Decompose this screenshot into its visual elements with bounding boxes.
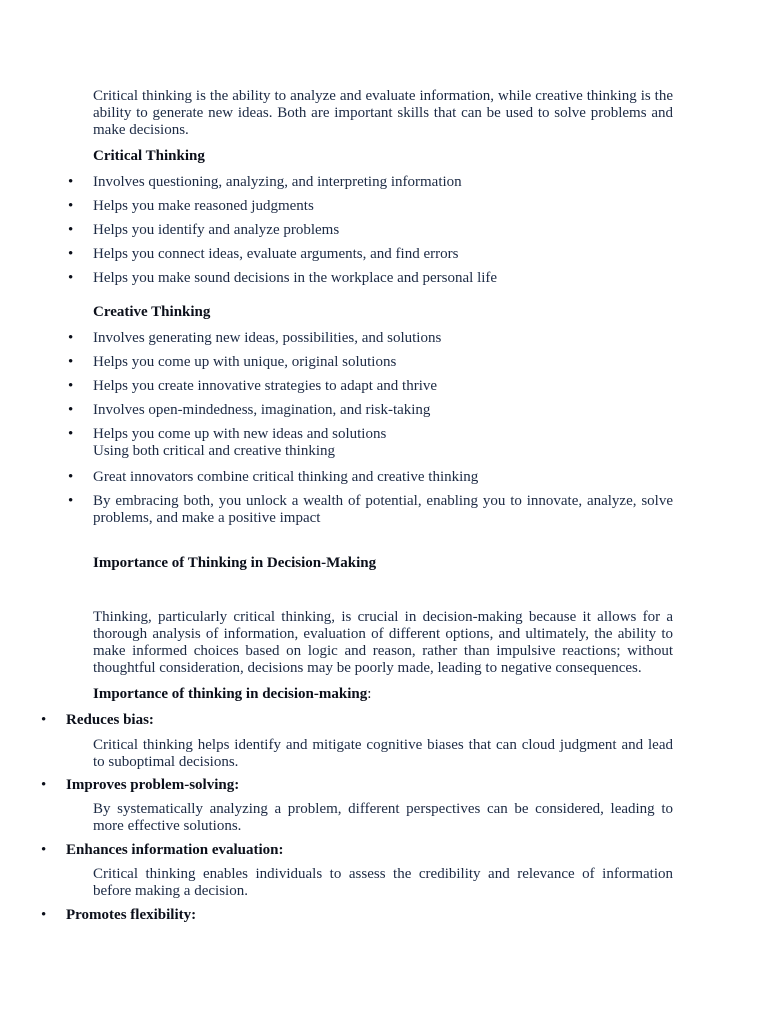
critical-item: Helps you identify and analyze problems bbox=[93, 222, 340, 238]
bullet-marker: • bbox=[41, 777, 47, 793]
critical-item: Helps you make sound decisions in the workplace and personal life bbox=[93, 270, 498, 286]
bullet-marker: • bbox=[41, 907, 47, 923]
bullet-marker: • bbox=[68, 330, 74, 346]
creative-item: Helps you come up with unique, original solutions bbox=[93, 354, 397, 370]
importance-subheading-suffix: : bbox=[367, 686, 372, 702]
critical-item: Involves questioning, analyzing, and interpreting information bbox=[93, 174, 462, 190]
critical-item: Helps you connect ideas, evaluate arguments, and find errors bbox=[93, 246, 459, 262]
creative-item: Involves open-mindedness, imagination, and risk-taking bbox=[93, 402, 431, 418]
point-text: By systematically analyzing a problem, different perspectives can be considered, leading to more effective solutions. bbox=[93, 801, 673, 834]
creative-item: By embracing both, you unlock a wealth of potential, enabling you to innovate, analyze, solve problems, and make a positive impact bbox=[93, 493, 673, 526]
bullet-marker: • bbox=[68, 222, 74, 238]
bullet-marker: • bbox=[68, 378, 74, 394]
bullet-marker: • bbox=[68, 426, 74, 442]
importance-paragraph: Thinking, particularly critical thinking, is crucial in decision-making because it allows for a thorough analysis of information, evaluation of different options, and ultimately, the ability to make informed choices based on logic and reason, rather than impulsive reactions; without thoughtful consideration, decisions may be poorly made, leading to negative consequences. bbox=[93, 609, 673, 676]
bullet-marker: • bbox=[68, 198, 74, 214]
bullet-marker: • bbox=[68, 246, 74, 262]
creative-item: Great innovators combine critical thinking and creative thinking bbox=[93, 469, 479, 485]
point-text: Critical thinking helps identify and mitigate cognitive biases that can cloud judgment and lead to suboptimal decisions. bbox=[93, 737, 673, 770]
creative-item: Helps you come up with new ideas and solutions bbox=[93, 426, 387, 442]
creative-item: Helps you create innovative strategies to adapt and thrive bbox=[93, 378, 438, 394]
creative-item-continuation: Using both critical and creative thinking bbox=[93, 443, 336, 459]
bullet-marker: • bbox=[68, 402, 74, 418]
point-title: Reduces bias: bbox=[66, 712, 154, 728]
critical-item: Helps you make reasoned judgments bbox=[93, 198, 314, 214]
point-title: Improves problem-solving: bbox=[66, 777, 240, 793]
creative-item: Involves generating new ideas, possibilities, and solutions bbox=[93, 330, 442, 346]
importance-subheading-text: Importance of thinking in decision-making bbox=[93, 686, 368, 702]
importance-heading: Importance of Thinking in Decision-Making bbox=[93, 555, 377, 571]
bullet-marker: • bbox=[41, 712, 47, 728]
bullet-marker: • bbox=[68, 354, 74, 370]
intro-paragraph: Critical thinking is the ability to analyze and evaluate information, while creative thinking is the ability to generate new ideas. Both are important skills that can be used to solve problems and make decisions. bbox=[93, 88, 673, 138]
importance-subheading bbox=[93, 686, 371, 703]
point-title: Enhances information evaluation: bbox=[66, 842, 284, 858]
bullet-marker: • bbox=[68, 174, 74, 190]
point-text: Critical thinking enables individuals to assess the credibility and relevance of information before making a decision. bbox=[93, 866, 673, 899]
critical-thinking-heading: Critical Thinking bbox=[93, 148, 205, 164]
point-title: Promotes flexibility: bbox=[66, 907, 197, 923]
creative-thinking-heading: Creative Thinking bbox=[93, 304, 211, 320]
bullet-marker: • bbox=[68, 469, 74, 485]
bullet-marker: • bbox=[68, 493, 74, 509]
bullet-marker: • bbox=[41, 842, 47, 858]
bullet-marker: • bbox=[68, 270, 74, 286]
